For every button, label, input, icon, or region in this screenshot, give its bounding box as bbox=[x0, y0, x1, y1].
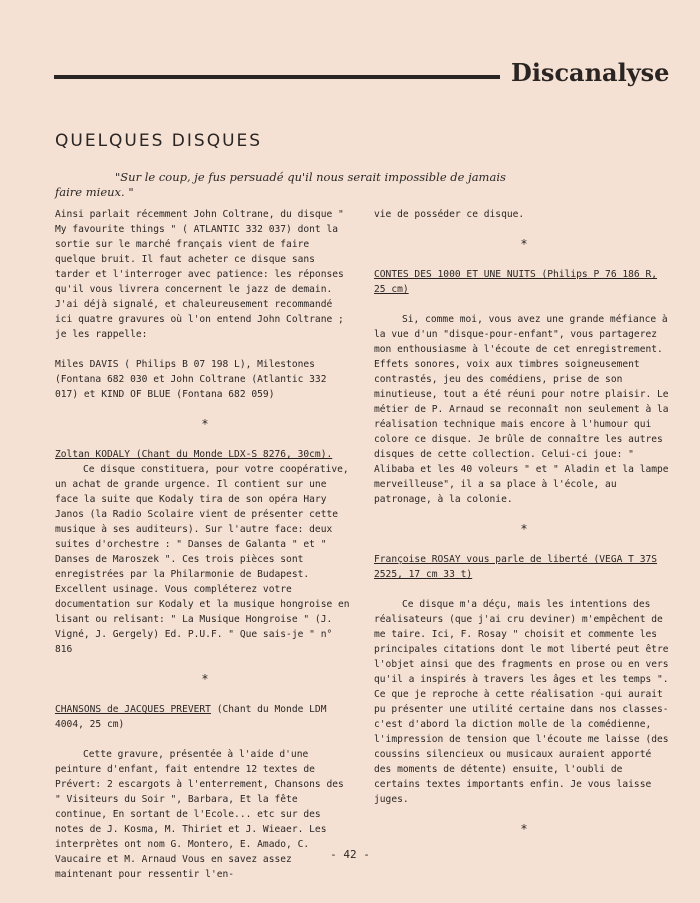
kodaly-review: Ce disque constituera, pour votre coopérative, un achat de grande urgence. Il contient sur une face la suite que Kodaly tira de son opéra Hary Janos (la Radio Scolaire vient de présenter cette musique à ses auditeurs). Sur l'autre face: deux suites d'orchestre : " Danses de Galanta " et " Danses de Maroszek ". Ces trois pièces sont enregistrées par la Philarmonie de Budapest. Excellent usinage. Vous compléterez votre documentation sur Kodaly et la musique hongroise en lisant ou relisant: " La Musique Hongroise " (J. Vigné, J. Gergely) Ed. P.U.F. " Que sais-je " n° 816 bbox=[55, 464, 350, 655]
separator-star: * bbox=[201, 417, 209, 431]
rosay-review: Ce disque m'a déçu, mais les intentions des réalisateurs (que j'ai cru deviner) m'empêchent de me taire. Ici, F. Rosay " choisit et commente les principales citations dont le mot liberté peut être l'objet ainsi que des fragments en prose ou en vers qu'il a inspirés à travers les âges et les temps ". Ce que je reproche à cette réalisation -qui aurait pu présenter une utilité certaine dans nos classes- c'est d'abord la diction molle de la comédienne, l'impression de tension que l'écoute me laisse (des coussins silencieux ou musicaux auraient apporté des moments de détente) ensuite, l'oubli de certains textes importants enfin. Je vous laisse juges. bbox=[374, 599, 669, 805]
separator-star: * bbox=[520, 237, 528, 251]
separator-star: * bbox=[201, 672, 209, 686]
prevert-heading-line bbox=[55, 702, 355, 732]
prevert-heading: CHANSONS de JACQUES PREVERT bbox=[55, 704, 211, 715]
continuation-text: vie de posséder ce disque. bbox=[374, 209, 525, 220]
quote-line-1: "Sur le coup, je fus persuadé qu'il nous serait impossible de jamais bbox=[115, 170, 506, 184]
right-column bbox=[374, 207, 674, 837]
separator-star: * bbox=[520, 822, 528, 836]
separator-star: * bbox=[520, 522, 528, 536]
section-name: Discanalyse bbox=[511, 58, 670, 87]
kodaly-heading: Zoltan KODALY (Chant du Monde LDX-S 8276, 30cm). bbox=[55, 449, 333, 460]
contes-heading: CONTES DES 1000 ET UNE NUITS (Philips P 76 186 R, 25 cm) bbox=[374, 269, 658, 295]
prevert-label: (Chant du Monde LDM 4004, 25 cm) bbox=[55, 704, 327, 730]
page-title: QUELQUES DISQUES bbox=[55, 131, 263, 151]
header-rule bbox=[54, 75, 500, 79]
contes-review: Si, comme moi, vous avez une grande méfiance à la vue d'un "disque-pour-enfant", vous partagerez mon enthousiasme à l'écoute de cet enregistrement. Effets sonores, voix aux timbres soigneusement contrastés, jeu des comédiens, prise de son minutieuse, tout a été réuni pour notre plaisir. Le métier de P. Arnaud se reconnaît non seulement à la réalisation technique mais encore à l'humour qui colore ce disque. Je brûle de connaître les autres disques de cette collection. Celui-ci joue: " Alibaba et les 40 voleurs " et " Aladin et la lampe merveilleuse", il a sa place à l'école, au patronage, à la colonie. bbox=[374, 314, 669, 505]
prevert-review: Cette gravure, présentée à l'aide d'une peinture d'enfant, fait entendre 12 textes de Prévert: 2 escargots à l'enterrement, Chansons des " Visiteurs du Soir ", Barbara, Et la fête continue, En sortant de l'Ecole... etc sur des notes de J. Kosma, M. Thiriet et J. Wieaer. Les interprètes ont nom G. Montero, E. Amado, C. Vaucaire et M. Arnaud Vous en savez assez maintenant pour ressentir l'en- bbox=[55, 749, 344, 880]
epigraph-quote bbox=[55, 170, 515, 200]
quote-line-2: faire mieux. " bbox=[55, 185, 134, 199]
rosay-heading: Françoise ROSAY vous parle de liberté (VEGA T 37S 2525, 17 cm 33 t) bbox=[374, 554, 658, 580]
left-column bbox=[55, 207, 355, 882]
page-number: - 42 - bbox=[330, 848, 370, 861]
intro-paragraph: Ainsi parlait récemment John Coltrane, du disque " My favourite things " ( ATLANTIC 332 037) dont la sortie sur le marché français vient de faire quelque bruit. Il faut acheter ce disque sans tarder et l'interroger avec patience: les réponses qu'il vous livrera concernent le jazz de demain. J'ai déjà signalé, et chaleureusement recommandé ici quatre gravures où l'on entend John Coltrane ; je les rappelle: bbox=[55, 209, 344, 340]
recommendations-paragraph: Miles DAVIS ( Philips B 07 198 L), Milestones (Fontana 682 030 et John Coltrane (Atlantic 332 017) et KIND OF BLUE (Fontana 682 059) bbox=[55, 359, 327, 400]
